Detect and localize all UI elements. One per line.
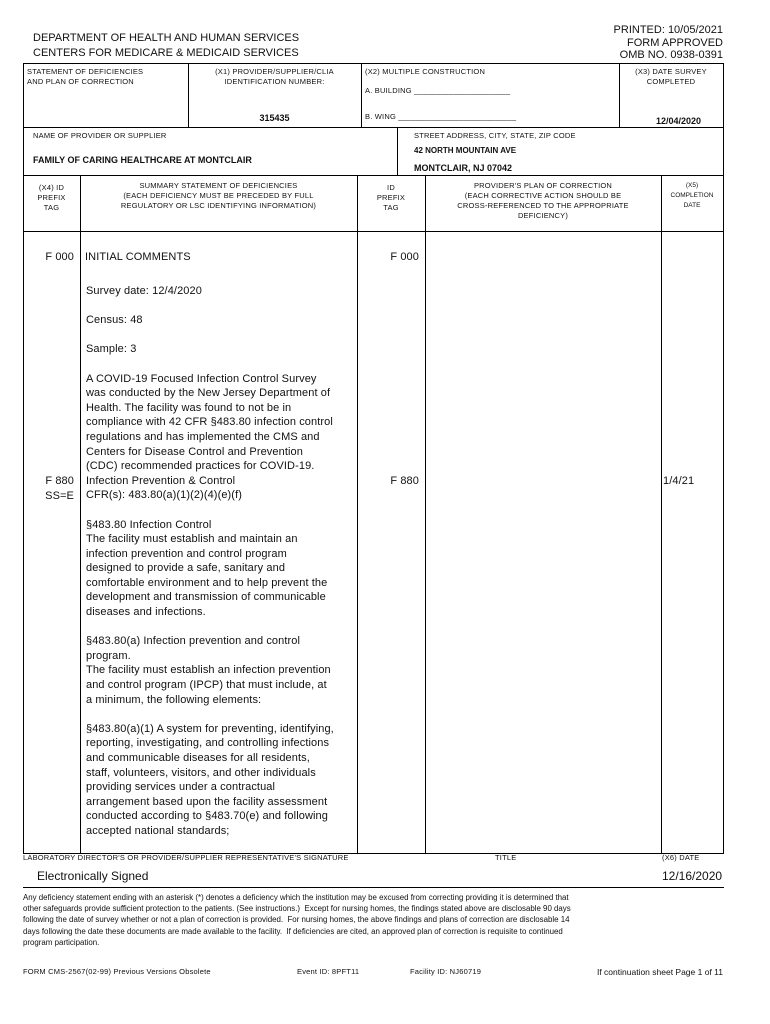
covid-survey-paragraph: A COVID-19 Focused Infection Control Survey was conducted by the New Jersey Department of Health. The facility was found to not be in compliance with 42 CFR §483.80 infection control regulations and has implemented the CMS and Centers for Disease Control and Prevention (CDC) recommended practices for COVID-19. <box>86 372 333 473</box>
tag-f880-plan: F 880 <box>390 475 419 487</box>
building-field: A. BUILDING ______________________ <box>365 86 511 95</box>
deficiency-narrative <box>86 284 354 853</box>
center-name: CENTERS FOR MEDICARE & MEDICAID SERVICES <box>33 46 299 59</box>
form-number: FORM CMS-2567(02-99) Previous Versions Obsolete <box>23 967 211 976</box>
survey-completed-date: 12/04/2020 <box>655 116 701 126</box>
initial-comments-heading: INITIAL COMMENTS <box>85 251 191 263</box>
facility-id: Facility ID: NJ60719 <box>410 967 482 976</box>
scope-severity: SS=E <box>45 490 74 502</box>
divider-x2 <box>361 63 362 127</box>
omb-number: OMB NO. 0938-0391 <box>619 49 723 61</box>
box-mid-border <box>23 127 724 128</box>
survey-date: Survey date: 12/4/2020 <box>86 285 202 297</box>
form-approval-block <box>614 24 723 62</box>
col-divider-4 <box>661 175 662 853</box>
tag-f880: F 880 <box>45 475 74 487</box>
right-border <box>723 63 724 853</box>
plan-column-header: PROVIDER'S PLAN OF CORRECTION (EACH CORRECTIVE ACTION SHOULD BE CROSS-REFERENCED TO THE APPROPRIATE DEFICIENCY) <box>457 181 629 220</box>
x3-label: (X3) DATE SURVEY COMPLETED <box>635 67 707 86</box>
box-header-bottom <box>23 231 724 232</box>
x4-column-header: (X4) ID PREFIX TAG <box>37 183 66 212</box>
id-column-header: ID PREFIX TAG <box>376 183 406 212</box>
disclaimer-text: Any deficiency statement ending with an asterisk (*) denotes a deficiency which the institution may be excused from correcting providing it is determined that other safeguards provide sufficient protection to the patients. (See instructions.) Except for nursing homes, the findings stated above are disclosable 90 days following the date of survey whether or not a plan of correction is provided. For nursing homes, the above findings and plans of correction are disclosable 14 days following the date these documents are made available to the facility. If deficiencies are cited, an approved plan of correction is requisite to continued program participation. <box>23 893 571 947</box>
signature-date-label: (X6) DATE <box>662 853 700 862</box>
census: Census: 48 <box>86 314 143 327</box>
wing-field: B. WING ___________________________ <box>365 112 517 121</box>
provider-name: FAMILY OF CARING HEALTHCARE AT MONTCLAIR <box>33 155 252 165</box>
col-divider-3 <box>425 175 426 853</box>
tag-f000-plan: F 000 <box>390 251 419 263</box>
department-name: DEPARTMENT OF HEALTH AND HUMAN SERVICES <box>33 32 300 44</box>
summary-column-header: SUMMARY STATEMENT OF DEFICIENCIES (EACH DEFICIENCY MUST BE PRECEDED BY FULL REGULATORY OR LSC IDENTIFYING INFORMATION) <box>120 181 317 210</box>
regulation-483-80a1: §483.80(a)(1) A system for preventing, identifying, reporting, investigating, and controlling infections and communicable diseases for all residents, staff, volunteers, visitors, and other individuals providing services under a contractual arrangement based upon the facility assessment conducted according to §483.70(e) and following accepted national standards; <box>86 722 334 837</box>
x2-label: (X2) MULTIPLE CONSTRUCTION <box>365 67 486 76</box>
city-state-zip: MONTCLAIR, NJ 07042 <box>414 163 513 173</box>
agency-header <box>33 31 299 60</box>
regulation-483-80a: §483.80(a) Infection prevention and control program. The facility must establish an infection prevention and control program (IPCP) that must include, at a minimum, the following elements: <box>86 635 331 706</box>
divider-address <box>397 127 398 175</box>
completion-date: 1/4/21 <box>663 475 695 487</box>
printed-date: PRINTED: 10/05/2021 <box>613 24 723 36</box>
provider-name-label: NAME OF PROVIDER OR SUPPLIER <box>33 131 167 140</box>
signature-value: Electronically Signed <box>37 869 149 883</box>
tag-f000: F 000 <box>45 251 74 263</box>
address-label: STREET ADDRESS, CITY, STATE, ZIP CODE <box>414 131 576 140</box>
f880-title: Infection Prevention & Control <box>86 474 236 487</box>
sample: Sample: 3 <box>86 343 137 356</box>
regulation-483-80: §483.80 Infection Control The facility must establish and maintain an infection prevention and control program designed to provide a safe, sanitary and comfortable environment and to help prevent the development and transmission of communicable diseases and infections. <box>86 518 328 619</box>
title-label: TITLE <box>495 853 517 862</box>
signature-date: 12/16/2020 <box>662 869 723 883</box>
provider-id-number: 315435 <box>259 113 290 123</box>
signature-label: LABORATORY DIRECTOR'S OR PROVIDER/SUPPLIER REPRESENTATIVE'S SIGNATURE <box>23 853 349 862</box>
form-approved: FORM APPROVED <box>627 36 723 49</box>
left-border <box>23 63 24 853</box>
col-divider-1 <box>80 175 81 853</box>
street-address: 42 NORTH MOUNTAIN AVE <box>414 146 517 155</box>
page-number: If continuation sheet Page 1 of 11 <box>596 967 723 977</box>
col-divider-2 <box>357 175 358 853</box>
box-columns-border <box>23 175 724 176</box>
event-id: Event ID: 8PFT11 <box>297 967 360 976</box>
x5-column-header: (X5) COMPLETION DATE <box>670 182 714 209</box>
f880-cfr: CFR(s): 483.80(a)(1)(2)(4)(e)(f) <box>86 489 242 502</box>
x1-label: (X1) PROVIDER/SUPPLIER/CLIA IDENTIFICATION NUMBER: <box>215 67 334 86</box>
signature-bottom-border <box>23 887 724 888</box>
statement-label: STATEMENT OF DEFICIENCIES AND PLAN OF CORRECTION <box>27 67 144 86</box>
